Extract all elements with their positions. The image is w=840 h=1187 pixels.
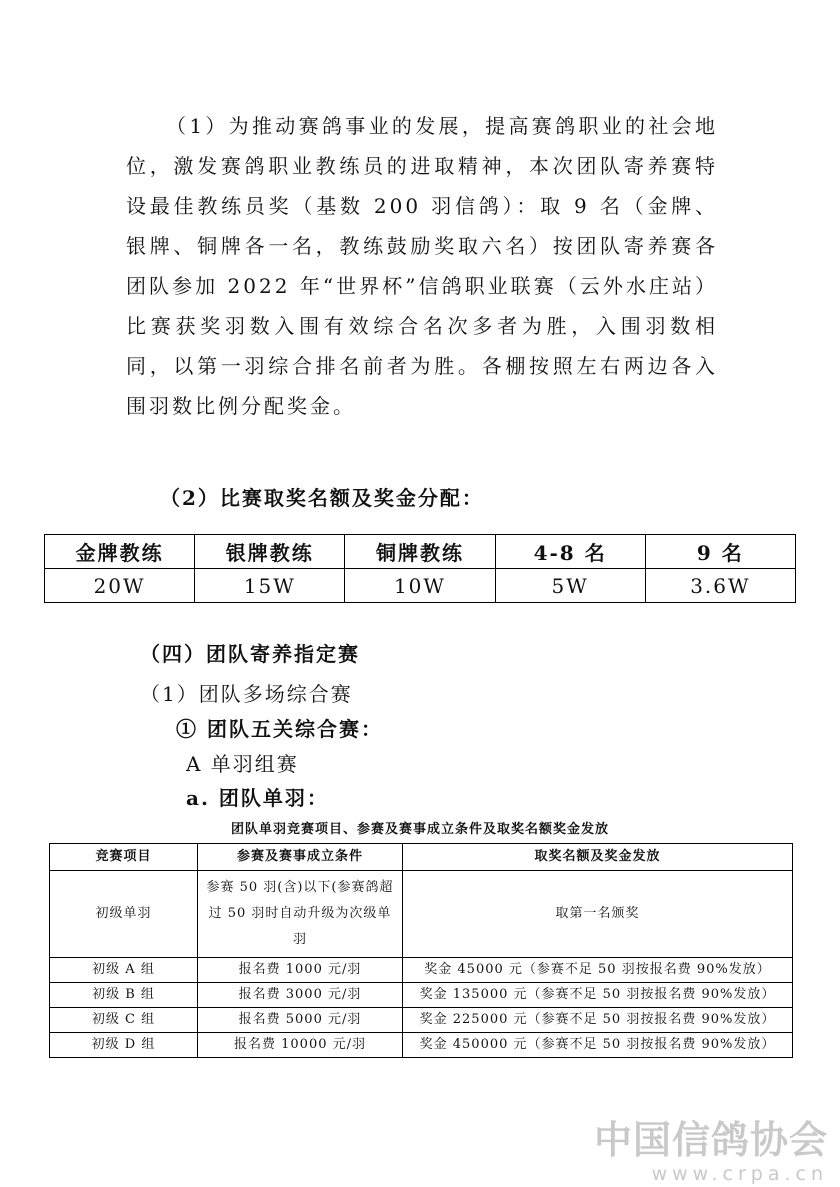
detail-header-cell: 竞赛项目 [50, 844, 198, 871]
table-cell: 报名费 10000 元/羽 [198, 1033, 403, 1058]
detail-table-header-row [50, 844, 793, 871]
table-cell: 报名费 1000 元/羽 [198, 958, 403, 983]
prize-heading: （2）比赛取奖名额及奖金分配： [160, 486, 484, 510]
detail-table-title: 团队单羽竞赛项目、参赛及赛事成立条件及取奖名额奖金发放 [230, 822, 609, 837]
table-cell: 取第一名颁奖 [403, 871, 793, 958]
table-cell: 初级单羽 [50, 871, 198, 958]
table-cell: 报名费 3000 元/羽 [198, 983, 403, 1008]
prize-header-cell: 银牌教练 [195, 535, 345, 569]
table-cell: 奖金 225000 元（参赛不足 50 羽按报名费 90%发放） [403, 1008, 793, 1033]
section-heading-4-1: （1）团队多场综合赛 [140, 682, 353, 706]
table-row [50, 958, 793, 983]
detail-header-cell: 取奖名额及奖金发放 [403, 844, 793, 871]
table-cell: 报名费 5000 元/羽 [198, 1008, 403, 1033]
prize-header-cell: 9 名 [645, 535, 795, 569]
table-row [50, 1008, 793, 1033]
prize-value-cell: 10W [345, 569, 495, 603]
prize-table-value-row [45, 569, 796, 603]
table-cell: 初级 B 组 [50, 983, 198, 1008]
table-row [50, 983, 793, 1008]
prize-value-cell: 3.6W [645, 569, 795, 603]
prize-header-cell: 4-8 名 [495, 535, 645, 569]
table-cell: 初级 C 组 [50, 1008, 198, 1033]
detail-table [49, 843, 793, 1058]
prize-value-cell: 5W [495, 569, 645, 603]
prize-table-header-row [45, 535, 796, 569]
table-cell: 奖金 135000 元（参赛不足 50 羽按报名费 90%发放） [403, 983, 793, 1008]
prize-value-cell: 15W [195, 569, 345, 603]
section-heading-4: （四）团队寄养指定赛 [140, 642, 360, 666]
prize-header-cell: 铜牌教练 [345, 535, 495, 569]
watermark-name: 中国信鸽协会 [593, 1118, 828, 1162]
prize-value-cell: 20W [45, 569, 195, 603]
intro-paragraph: （1）为推动赛鸽事业的发展，提高赛鸽职业的社会地位，激发赛鸽职业教练员的进取精神，本次团队寄养赛特设最佳教练员奖（基数 200 羽信鸽）：取 9 名（金牌、银牌、铜牌各一名，教练鼓励奖取六名）按团队寄养赛各团队参加 2022 年“世界杯”信鸽职业联赛（云外水庄站）比赛获奖羽数入围有效综合名次多者为胜，入围羽数相同，以第一羽综合排名前者为胜。各棚按照左右两边各入围羽数比例分配奖金。 [126, 114, 718, 418]
watermark [594, 1118, 828, 1186]
table-row [50, 1033, 793, 1058]
table-cell: 奖金 45000 元（参赛不足 50 羽按报名费 90%发放） [403, 958, 793, 983]
table-cell: 初级 D 组 [50, 1033, 198, 1058]
section-heading-single-group: A 单羽组赛 [186, 752, 299, 776]
section-heading-five-stage: ① 团队五关综合赛： [176, 717, 383, 741]
prize-header-cell: 金牌教练 [45, 535, 195, 569]
table-row [50, 871, 793, 958]
watermark-url: www.crpa.cn [651, 1163, 828, 1185]
table-cell: 参赛 50 羽(含)以下(参赛鸽超过 50 羽时自动升级为次级单羽 [198, 871, 403, 958]
prize-table [44, 534, 796, 603]
section-heading-team-single: a. 团队单羽： [186, 786, 329, 810]
table-cell: 奖金 450000 元（参赛不足 50 羽按报名费 90%发放） [403, 1033, 793, 1058]
table-cell: 初级 A 组 [50, 958, 198, 983]
detail-header-cell: 参赛及赛事成立条件 [198, 844, 403, 871]
